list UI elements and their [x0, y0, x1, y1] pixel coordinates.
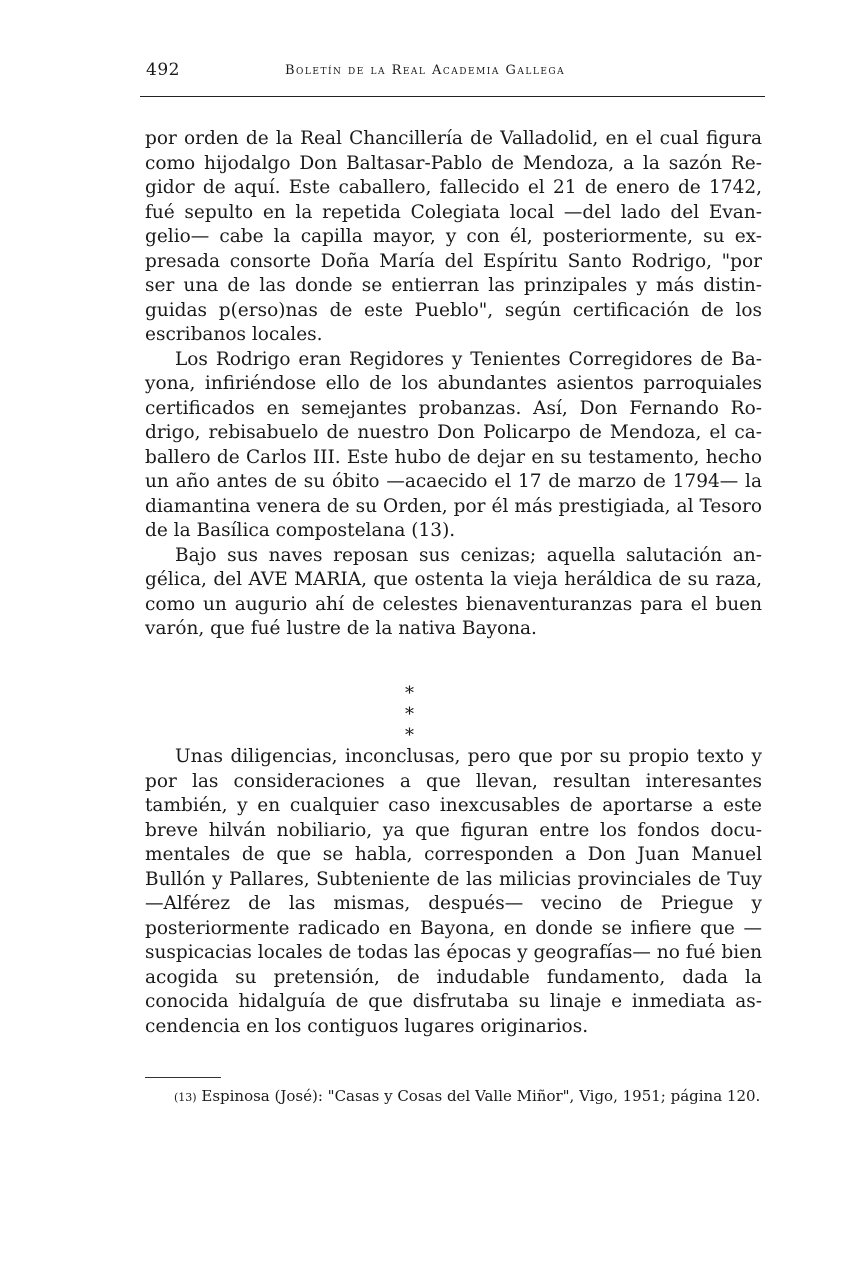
header-rule — [140, 96, 765, 97]
page-number: 492 — [146, 60, 180, 80]
paragraph-3: Bajo sus naves reposan sus cenizas; aquella salutación an-gélica, del AVE MARIA, que ostenta la vieja heráldica de su raza, como un augurio ahí de celestes bienaventuranzas para el buen varón, que fué lustre de la nativa Bayona. — [145, 544, 762, 639]
body-section-1 — [145, 127, 762, 642]
section-separator: * * * — [405, 683, 440, 746]
paragraph-1: por orden de la Real Chancillería de Valladolid, en el cual figura como hijodalgo Don Baltasar-Pablo de Mendoza, a la sazón Re-gidor de aquí. Este caballero, fallecido el 21 de enero de 1742, fué sepulto en la repetida Colegiata local —del lado del Evan-gelio— cabe la capilla mayor, y con él, posteriormente, su ex-presada consorte Doña María del Espíritu Santo Rodrigo, "por ser una de las donde se entierran las prinzipales y más distin-guidas p(erso)nas de este Pueblo", según certificación de los escribanos locales. — [145, 128, 762, 345]
footnote-marker: (13) — [174, 1091, 197, 1104]
footnote-rule — [145, 1077, 221, 1078]
journal-title: Boletín de la Real Academia Gallega — [285, 63, 566, 78]
footnote-text: Espinosa (José): "Casas y Cosas del Valle Miñor", Vigo, 1951; página 120. — [201, 1087, 761, 1105]
body-section-2 — [145, 745, 762, 1039]
running-head — [140, 60, 765, 98]
paragraph-4: Unas diligencias, inconclusas, pero que por su propio texto y por las consideraciones a que llevan, resultan interesantes también, y en cualquier caso inexcusables de aportarse a este breve hilván nobiliario, ya que figuran entre los fondos docu-mentales de que se habla, corresponden a Don Juan Manuel Bullón y Pallares, Subteniente de las milicias provinciales de Tuy —Alférez de las mismas, después— vecino de Priegue y posteriormente radicado en Bayona, en donde se infiere que —suspicacias locales de todas las épocas y geografías— no fué bien acogida su pretensión, de indudable fundamento, dada la conocida hidalguía de que disfrutaba su linaje e inmediata as-cendencia en los contiguos lugares originarios. — [145, 746, 762, 1037]
footnote — [138, 1087, 763, 1107]
paragraph-2: Los Rodrigo eran Regidores y Tenientes Corregidores de Ba-yona, infiriéndose ello de los abundantes asientos parroquiales certificados en semejantes probanzas. Así, Don Fernando Ro-drigo, rebisabuelo de nuestro Don Policarpo de Mendoza, el ca-ballero de Carlos III. Este hubo de dejar en su testamento, hecho un año antes de su óbito —acaecido el 17 de marzo de 1794— la diamantina venera de su Orden, por él más prestigiada, al Tesoro de la Basílica compostelana (13). — [145, 348, 762, 541]
